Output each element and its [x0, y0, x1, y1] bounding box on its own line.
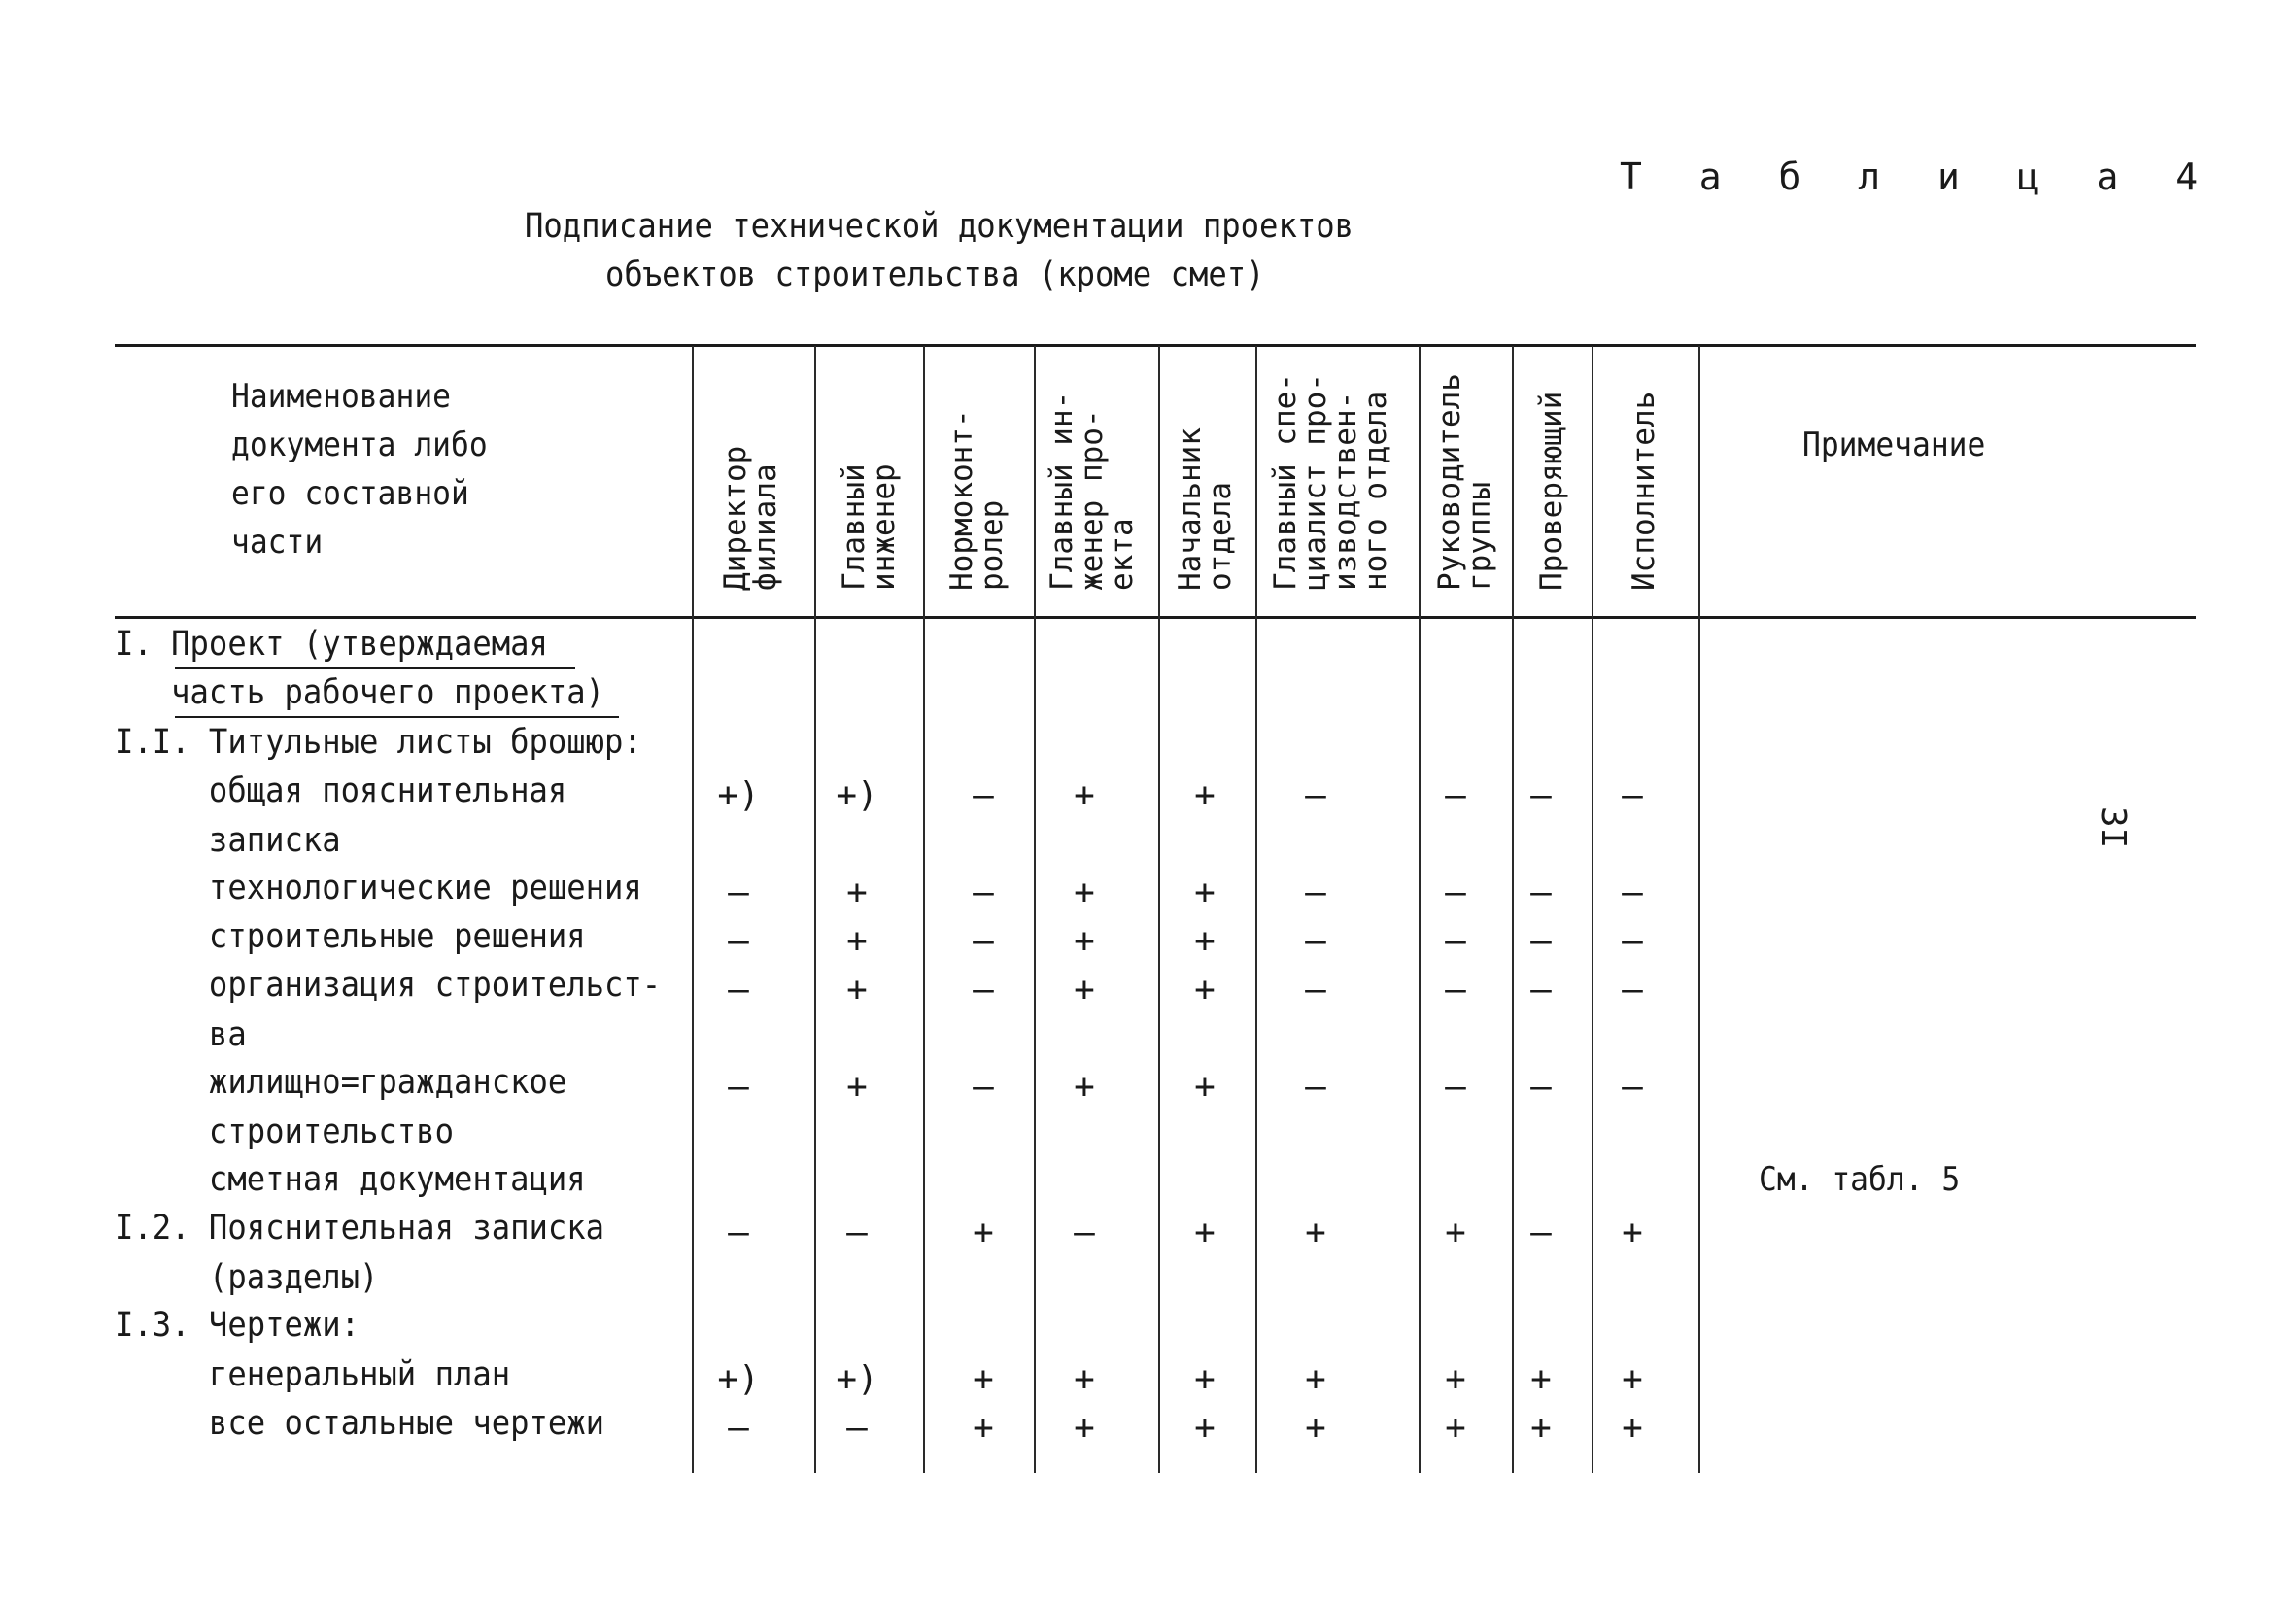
signature-mark: +	[973, 1213, 994, 1252]
column-divider	[923, 346, 925, 1473]
signature-mark: –	[1530, 872, 1552, 912]
signature-mark: –	[1622, 1067, 1643, 1107]
signature-mark: +	[1622, 1359, 1643, 1399]
signature-mark: –	[1445, 775, 1466, 815]
signature-mark: –	[1622, 872, 1643, 912]
signature-mark: +)	[717, 1359, 760, 1399]
header-role-department-head: Начальник отдела	[1173, 427, 1238, 591]
row-label: строительные решения	[115, 917, 586, 956]
signature-mark: +	[1074, 970, 1095, 1009]
signature-mark: –	[1622, 775, 1643, 815]
row-label: I. Проект (утверждаемая	[115, 625, 548, 664]
row-label: строительство	[115, 1112, 454, 1151]
signature-mark: +	[1194, 1359, 1216, 1399]
column-divider	[1419, 346, 1421, 1473]
signature-mark: +	[1074, 1408, 1095, 1448]
signature-mark: –	[1305, 872, 1326, 912]
row-label: жилищно=гражданское	[115, 1063, 567, 1102]
header-document-name: Наименование документа либо его составной части	[231, 377, 488, 562]
signature-mark: –	[973, 872, 994, 912]
signature-mark: +	[973, 1359, 994, 1399]
signature-mark: –	[1622, 921, 1643, 961]
signature-mark: –	[1530, 775, 1552, 815]
signature-mark: +	[846, 1067, 868, 1107]
signature-mark: –	[846, 1213, 868, 1252]
signature-mark: +	[1445, 1408, 1466, 1448]
signature-mark: +	[1194, 921, 1216, 961]
header-role-executor: Исполнитель	[1627, 391, 1662, 591]
row-label: генеральный план	[115, 1355, 511, 1394]
signature-mark: –	[728, 970, 749, 1009]
signature-mark: –	[973, 921, 994, 961]
column-divider	[1255, 346, 1257, 1473]
section-title-underline	[175, 667, 575, 669]
signature-mark: –	[973, 1067, 994, 1107]
signature-mark: +)	[836, 775, 878, 815]
signature-mark: +	[1305, 1408, 1326, 1448]
table-label: Т а б л и ц а 4	[1620, 155, 2216, 198]
signature-mark: –	[728, 872, 749, 912]
signature-mark: +	[846, 921, 868, 961]
signature-mark: +	[1305, 1213, 1326, 1252]
signature-mark: –	[1305, 1067, 1326, 1107]
row-label: ва	[115, 1015, 247, 1054]
row-label: записка	[115, 821, 341, 860]
header-role-norm-controller: Нормоконт- ролер	[944, 409, 1010, 591]
row-label: I.3. Чертежи:	[115, 1306, 360, 1345]
header-role-chief-engineer: Главный инженер	[837, 463, 902, 591]
row-label: технологические решения	[115, 869, 642, 907]
signature-mark: –	[1622, 970, 1643, 1009]
signature-mark: –	[1074, 1213, 1095, 1252]
column-divider	[1698, 346, 1700, 1473]
signature-mark: –	[728, 1213, 749, 1252]
signature-mark: –	[1530, 970, 1552, 1009]
signature-mark: +	[1530, 1359, 1552, 1399]
signature-mark: –	[728, 1067, 749, 1107]
row-label: сметная документация	[115, 1160, 586, 1199]
signature-mark: +	[1194, 970, 1216, 1009]
signature-mark: +	[846, 872, 868, 912]
header-role-chief-project-engineer: Главный ин- женер про- екта	[1045, 391, 1140, 591]
signature-mark: +	[1194, 872, 1216, 912]
signature-mark: +	[1194, 1213, 1216, 1252]
signature-mark: +	[1074, 921, 1095, 961]
column-divider	[692, 346, 694, 1473]
signature-mark: +	[973, 1408, 994, 1448]
signature-mark: –	[1445, 872, 1466, 912]
row-label: общая пояснительная	[115, 771, 567, 810]
header-role-chief-specialist: Главный спе- циалист про- изводствен- ного отдела	[1268, 373, 1393, 591]
signature-mark: +	[1530, 1408, 1552, 1448]
column-divider	[1592, 346, 1593, 1473]
column-divider	[1158, 346, 1160, 1473]
header-notes: Примечание	[1802, 426, 1986, 464]
signature-mark: +	[1194, 775, 1216, 815]
signature-mark: +	[1445, 1213, 1466, 1252]
row-label: I.I. Титульные листы брошюр:	[115, 723, 642, 762]
signature-mark: +	[1074, 1359, 1095, 1399]
signature-mark: +)	[717, 775, 760, 815]
header-role-director: Директор филиала	[718, 445, 783, 591]
row-label: все остальные чертежи	[115, 1404, 605, 1443]
section-title-underline	[175, 716, 619, 718]
table-title-line-2: объектов строительства (кроме смет)	[605, 256, 1265, 294]
signature-mark: –	[1530, 921, 1552, 961]
page-number: 3I	[2093, 806, 2133, 849]
signature-mark: –	[1445, 970, 1466, 1009]
signature-mark: –	[1305, 921, 1326, 961]
signature-mark: –	[1530, 1067, 1552, 1107]
signature-mark: –	[1305, 970, 1326, 1009]
column-divider	[1034, 346, 1036, 1473]
signature-mark: +	[1445, 1359, 1466, 1399]
signature-mark: +	[1622, 1408, 1643, 1448]
column-divider	[814, 346, 816, 1473]
signature-mark: –	[846, 1408, 868, 1448]
table-top-rule	[115, 344, 2196, 347]
signature-mark: –	[1530, 1213, 1552, 1252]
row-label: часть рабочего проекта)	[115, 673, 605, 712]
signature-mark: +)	[836, 1359, 878, 1399]
signature-mark: +	[1194, 1408, 1216, 1448]
signature-mark: –	[973, 775, 994, 815]
signature-mark: –	[973, 970, 994, 1009]
row-label: I.2. Пояснительная записка	[115, 1209, 605, 1248]
table-header-rule	[115, 616, 2196, 619]
signature-mark: –	[728, 921, 749, 961]
table-title-line-1: Подписание технической документации проектов	[525, 207, 1354, 246]
signature-mark: +	[1074, 775, 1095, 815]
signature-mark: +	[1622, 1213, 1643, 1252]
header-role-checker: Проверяющий	[1534, 391, 1569, 591]
signature-mark: –	[728, 1408, 749, 1448]
signature-mark: +	[1305, 1359, 1326, 1399]
row-note: См. табл. 5	[1759, 1160, 1961, 1199]
row-label: (разделы)	[115, 1258, 379, 1297]
signature-mark: +	[1194, 1067, 1216, 1107]
row-label: организация строительст-	[115, 966, 662, 1005]
signature-mark: –	[1445, 1067, 1466, 1107]
signature-mark: +	[846, 970, 868, 1009]
signature-mark: –	[1305, 775, 1326, 815]
header-role-group-leader: Руководитель группы	[1432, 373, 1497, 591]
signature-mark: +	[1074, 1067, 1095, 1107]
signature-mark: –	[1445, 921, 1466, 961]
signature-mark: +	[1074, 872, 1095, 912]
